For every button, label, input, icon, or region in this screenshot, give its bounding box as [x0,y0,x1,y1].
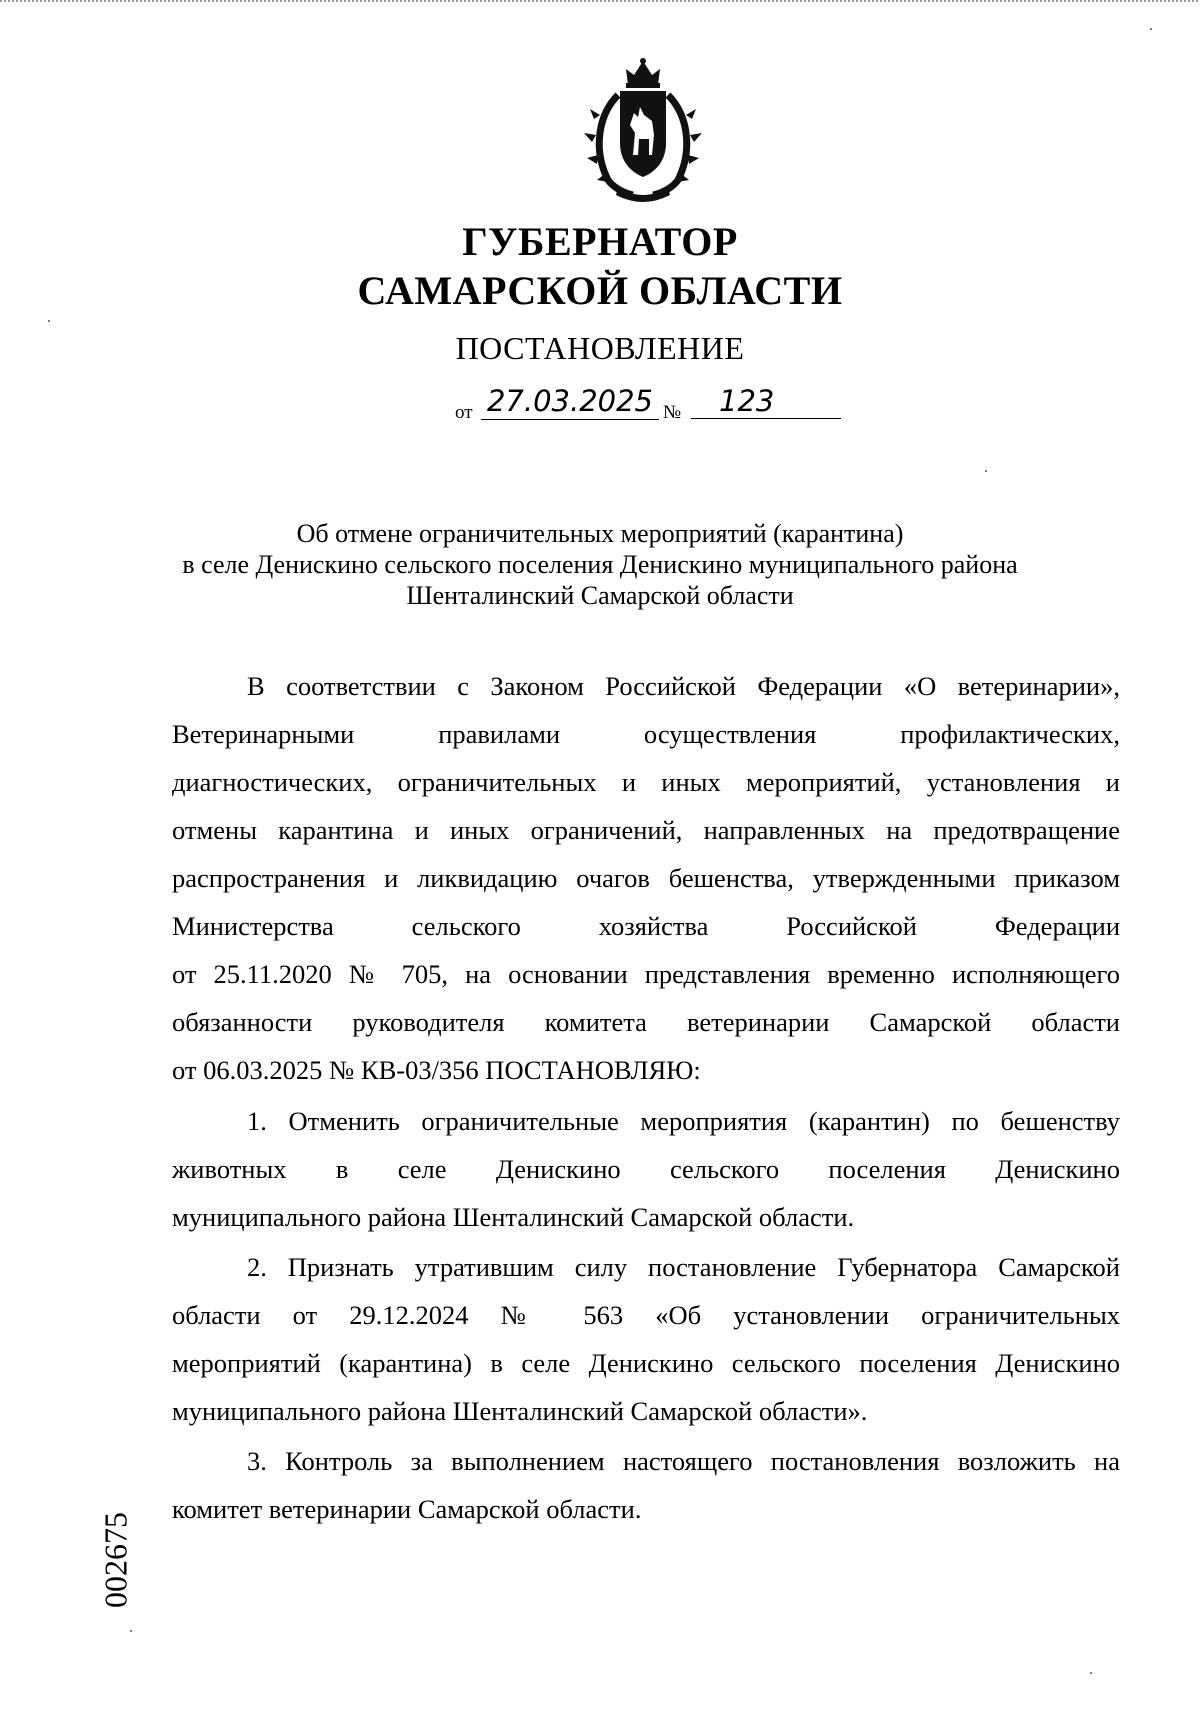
registration-number [96,1500,136,1620]
date-label: от [455,402,473,423]
document-date: 27.03.2025 [481,385,659,420]
issuer-title-line2: САМАРСКОЙ ОБЛАСТИ [357,268,843,313]
subject-line: Шенталинский Самарской области [406,581,794,610]
item-3-paragraph [172,1437,1120,1533]
scan-speck [48,320,50,322]
scan-edge-line [0,0,1200,2]
document-number: 123 [691,385,841,419]
text-line: отмены карантина и иных ограничений, направленных на предотвращение [172,815,1120,845]
text-line: от 06.03.2025 № КВ-03/356 ПОСТАНОВЛЯЮ: [172,1055,701,1085]
date-number-line [455,385,855,425]
registration-number-text: 002675 [97,1512,134,1608]
scan-speck [1090,1672,1092,1674]
document-type: ПОСТАНОВЛЕНИЕ [455,330,745,366]
text-line: муниципального района Шенталинский Самарской области». [172,1396,868,1426]
coat-of-arms-icon [578,55,708,205]
text-line: Министерства сельского хозяйства Российской Федерации [172,911,1120,941]
text-line: области от 29.12.2024 № 563 «Об установлении ограничительных [172,1300,1120,1330]
text-line: мероприятий (карантина) в селе Денискино сельского поселения Денискино [172,1348,1120,1378]
text-line: Ветеринарными правилами осуществления профилактических, [172,719,1120,749]
text-line: муниципального района Шенталинский Самарской области. [172,1202,855,1232]
text-line: 2. Признать утратившим силу постановление Губернатора Самарской [247,1252,1120,1282]
text-line: обязанности руководителя комитета ветеринарии Самарской области [172,1007,1120,1037]
issuer-title-line1: ГУБЕРНАТОР [462,219,738,264]
scan-speck [985,470,987,472]
scan-speck [1150,28,1152,30]
text-line: 1. Отменить ограничительные мероприятия (карантин) по бешенству [247,1106,1120,1136]
subject-line: в селе Денискино сельского поселения Денискино муниципального района [182,550,1018,579]
preamble-paragraph [172,662,1120,1094]
text-line: 3. Контроль за выполнением настоящего постановления возложить на [247,1446,1120,1476]
document-subject [150,518,1050,611]
number-label: № [663,402,682,423]
item-1-paragraph [172,1097,1120,1241]
item-2-paragraph [172,1243,1120,1435]
text-line: распространения и ликвидацию очагов бешенства, утвержденными приказом [172,863,1120,893]
text-line: от 25.11.2020 № 705, на основании представления временно исполняющего [172,959,1120,989]
text-line: комитет ветеринарии Самарской области. [172,1494,642,1524]
text-line: В соответствии с Законом Российской Федерации «О ветеринарии», [247,671,1120,701]
text-line: диагностических, ограничительных и иных мероприятий, установления и [172,767,1120,797]
text-line: животных в селе Денискино сельского поселения Денискино [172,1154,1120,1184]
subject-line: Об отмене ограничительных мероприятий (карантина) [296,519,904,548]
scan-speck [130,1630,132,1632]
